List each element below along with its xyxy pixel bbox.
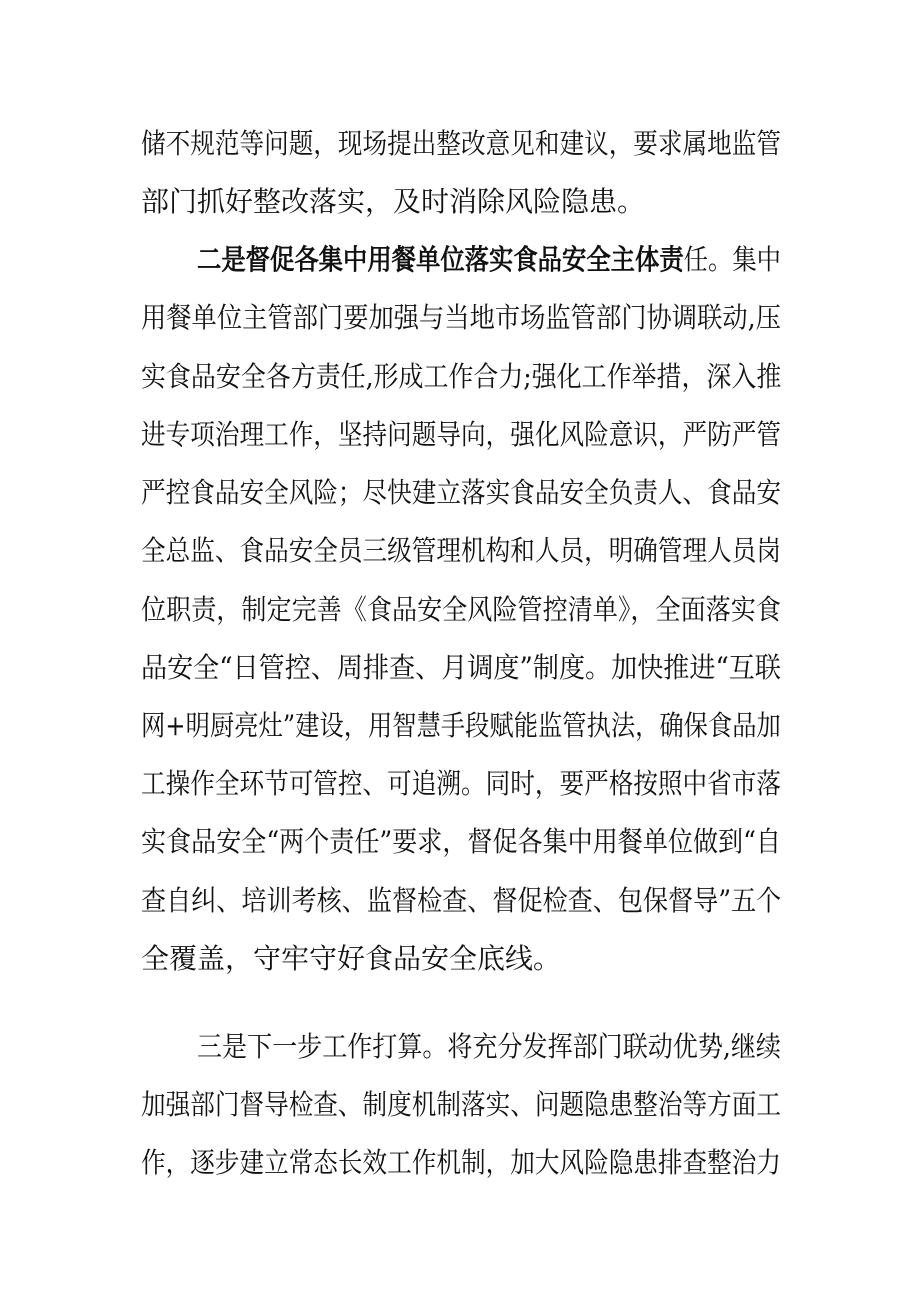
- text-line: [141, 1085, 781, 1125]
- line-text: 加强部门督导检查、制度机制落实、问题隐患整治等方面工: [141, 1088, 782, 1121]
- text-line: [141, 124, 781, 164]
- text-line: [141, 357, 781, 397]
- line-text: 查自纠、培训考核、监督检查、督促检查、包保督导”五个: [141, 884, 782, 917]
- text-line: [141, 182, 781, 222]
- text-line: [141, 298, 781, 338]
- line-text: 实食品安全“两个责任”要求，督促各集中用餐单位做到“自: [141, 825, 781, 858]
- text-line: [141, 531, 781, 571]
- text-line: [141, 822, 781, 862]
- line-text: 三是下一步工作打算。将充分发挥部门联动优势,继续: [197, 1030, 781, 1063]
- text-line: [197, 1027, 781, 1067]
- text-line: [141, 415, 781, 455]
- line-text: 储不规范等问题，现场提出整改意见和建议，要求属地监管: [141, 127, 782, 160]
- text-line: [141, 706, 781, 746]
- text-line: [141, 590, 781, 630]
- line-text: 实食品安全各方责任,形成工作合力;强化工作举措，深入推: [141, 360, 782, 393]
- paragraph-heading-line: [197, 240, 781, 280]
- line-text: 进专项治理工作，坚持问题导向，强化风险意识，严防严管: [141, 418, 782, 451]
- line-text: 网+明厨亮灶”建设，用智慧手段赋能监管执法，确保食品加: [141, 709, 781, 742]
- line-text: 全总监、食品安全员三级管理机构和人员，明确管理人员岗: [141, 534, 782, 567]
- text-line: [141, 939, 781, 979]
- line-text: 任。集中: [683, 243, 782, 276]
- text-line: [141, 1143, 781, 1183]
- text-line: [141, 473, 781, 513]
- text-line: [141, 881, 781, 921]
- line-text: 工操作全环节可管控、可追溯。同时，要严格按照中省市落: [141, 767, 782, 800]
- line-text: 作，逐步建立常态长效工作机制，加大风险隐患排查整治力: [141, 1146, 782, 1179]
- line-text: 用餐单位主管部门要加强与当地市场监管部门协调联动,压: [141, 301, 781, 334]
- line-text: 严控食品安全风险；尽快建立落实食品安全负责人、食品安: [141, 476, 782, 509]
- line-text: 位职责，制定完善《食品安全风险管控清单》，全面落实食: [141, 593, 782, 626]
- line-text: 品安全“日管控、周排查、月调度”制度。加快推进“互联: [141, 651, 781, 684]
- line-text: 全覆盖，守牢守好食品安全底线。: [141, 942, 562, 975]
- line-text: 部门抓好整改落实，及时消除风险隐患。: [141, 185, 646, 218]
- text-line: [141, 648, 781, 688]
- paragraph-lead-bold: 二是督促各集中用餐单位落实食品安全主体责: [197, 243, 684, 276]
- text-line: [141, 764, 781, 804]
